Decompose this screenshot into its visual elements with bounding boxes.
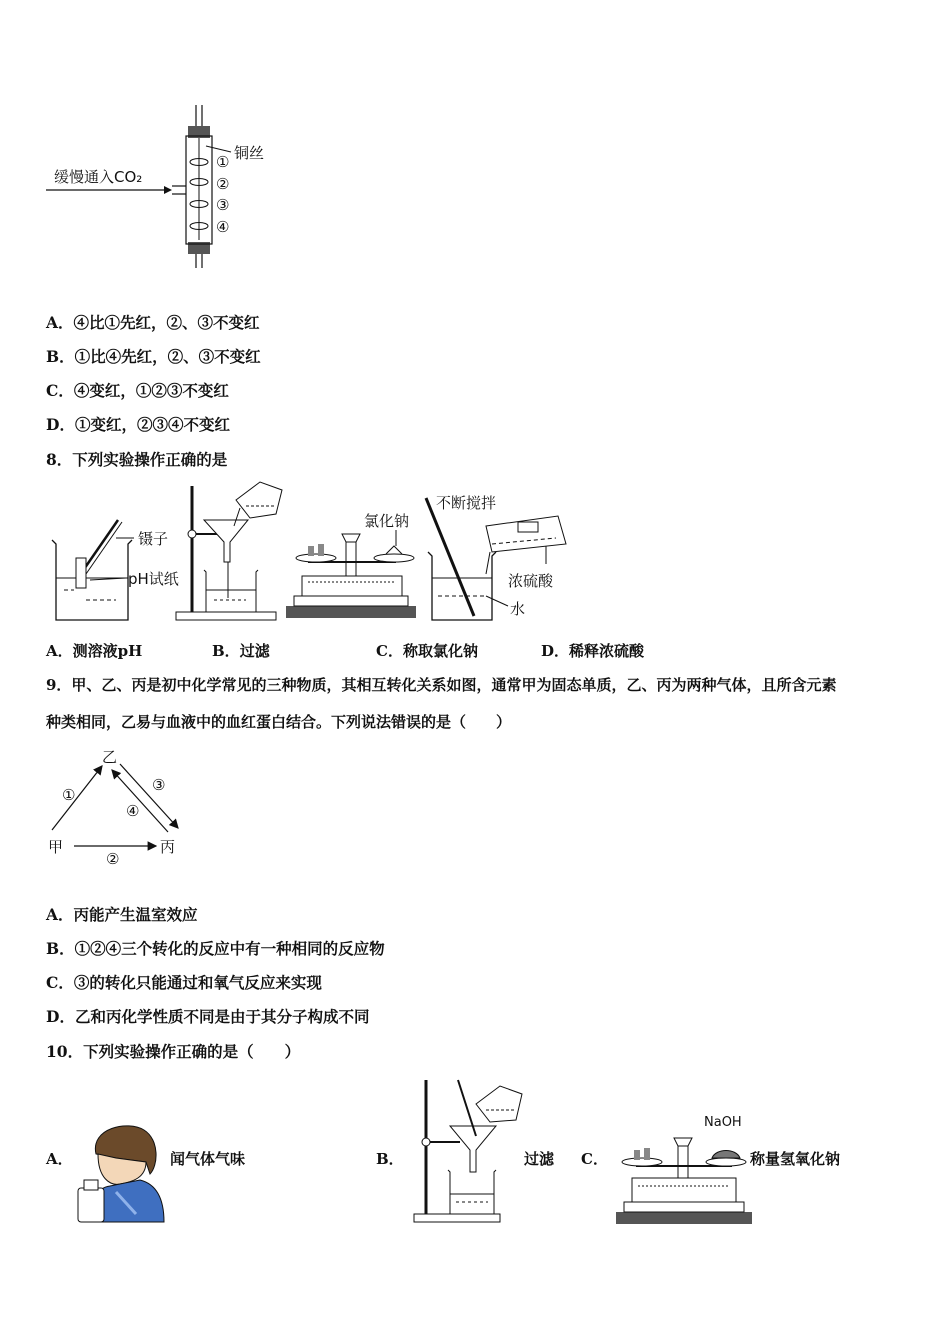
- option-key: C．: [46, 381, 74, 400]
- q10-fig-a-person-smelling: [76, 1118, 166, 1224]
- q9-option-c[interactable]: [46, 971, 322, 993]
- q10-stem: 10．下列实验操作正确的是（ ）: [46, 1042, 301, 1061]
- q8-stem: 8．下列实验操作正确的是: [46, 450, 228, 469]
- q7-mark-1: ①: [216, 153, 230, 171]
- q7-figure: [46, 100, 286, 270]
- option-text: ①变红，②③④不变红: [74, 415, 230, 434]
- option-text: 丙能产生温室效应: [73, 905, 198, 924]
- option-text: 过滤: [239, 642, 270, 660]
- q8-fig-a: [52, 520, 179, 620]
- q7-mark-2: ②: [216, 175, 230, 193]
- q7-option-b[interactable]: [46, 345, 261, 367]
- q8-fig-b: [176, 482, 282, 620]
- q10-option-a-key[interactable]: A．: [46, 1150, 73, 1168]
- option-key: C．: [46, 973, 74, 992]
- option-key: A．: [46, 642, 73, 660]
- q9-label-2: ②: [106, 850, 120, 868]
- q8-label-acid: 浓硫酸: [508, 572, 554, 590]
- q10-naoh-label: NaOH: [704, 1115, 742, 1130]
- q9-option-a[interactable]: [46, 903, 198, 925]
- q10-option-c-text: 称量氢氧化钠: [750, 1150, 841, 1168]
- q9-node-right: 丙: [160, 838, 176, 856]
- q8-label-nacl: 氯化钠: [364, 512, 410, 530]
- q8-label-stir: 不断搅拌: [436, 494, 497, 512]
- q7-mark-4: ④: [216, 218, 230, 236]
- q7-option-d[interactable]: [46, 413, 230, 435]
- q8-option-a[interactable]: [46, 640, 142, 661]
- q8-fig-d: [426, 494, 566, 620]
- option-key: C．: [376, 642, 403, 660]
- option-text: 称取氯化钠: [402, 642, 478, 660]
- q10-option-a-text: 闻气体气味: [170, 1150, 246, 1168]
- q9-label-1: ①: [62, 786, 76, 804]
- q9-stem-line2: 种类相同，乙易与血液中的血红蛋白结合。下列说法错误的是（ ）: [46, 713, 512, 731]
- q9-node-top: 乙: [102, 748, 118, 766]
- q8-fig-c: [286, 512, 416, 618]
- q8-label-water: 水: [510, 600, 526, 618]
- option-text: ③的转化只能通过和氧气反应来实现: [73, 973, 322, 992]
- option-key: A．: [46, 313, 74, 332]
- option-key: D．: [46, 1007, 75, 1026]
- q10-fig-b-filtration: [410, 1076, 530, 1226]
- q7-option-a[interactable]: [46, 311, 260, 333]
- option-key: A．: [46, 905, 74, 924]
- q8-label-tweezers: 镊子: [138, 530, 169, 548]
- option-key: B．: [46, 347, 75, 366]
- option-key: D．: [541, 642, 570, 660]
- option-key: B．: [46, 939, 75, 958]
- q8-option-c[interactable]: [376, 640, 478, 661]
- q8-option-d[interactable]: [541, 640, 644, 661]
- q9-diagram: [46, 744, 206, 868]
- q9-node-left: 甲: [48, 838, 64, 856]
- option-text: 稀释浓硫酸: [569, 642, 645, 660]
- q9-label-3: ③: [152, 776, 166, 794]
- option-text: ④变红，①②③不变红: [73, 381, 229, 400]
- q9-option-b[interactable]: [46, 937, 385, 959]
- option-key: B．: [212, 642, 240, 660]
- q8-label-ph-paper: pH试纸: [128, 570, 179, 588]
- q9-stem-line1: 9．甲、乙、丙是初中化学常见的三种物质，其相互转化关系如图，通常甲为固态单质，乙、丙为两种气体，且所含元素: [46, 676, 837, 694]
- q7-option-c[interactable]: [46, 379, 229, 401]
- q10-option-b-text: 过滤: [524, 1150, 555, 1168]
- option-text: 测溶液pH: [72, 642, 143, 660]
- option-key: D．: [46, 415, 75, 434]
- option-text: 乙和丙化学性质不同是由于其分子构成不同: [74, 1007, 370, 1026]
- q9-arrow-1: [52, 766, 102, 830]
- q10-option-b-key[interactable]: B．: [376, 1150, 404, 1168]
- q7-mark-3: ③: [216, 196, 230, 214]
- q9-option-d[interactable]: [46, 1005, 369, 1027]
- q8-option-b[interactable]: [212, 640, 270, 661]
- option-text: ④比①先红，②、③不变红: [73, 313, 260, 332]
- q10-option-c-key[interactable]: C．: [581, 1150, 608, 1168]
- option-text: ①②④三个转化的反应中有一种相同的反应物: [74, 939, 385, 958]
- option-text: ①比④先红，②、③不变红: [74, 347, 261, 366]
- q7-wire-label: 铜丝: [234, 144, 265, 162]
- q10-fig-c-balance: [612, 1108, 756, 1228]
- q8-figure: [46, 478, 586, 628]
- q7-gas-label: 缓慢通入CO₂: [54, 168, 143, 186]
- q9-label-4: ④: [126, 802, 140, 820]
